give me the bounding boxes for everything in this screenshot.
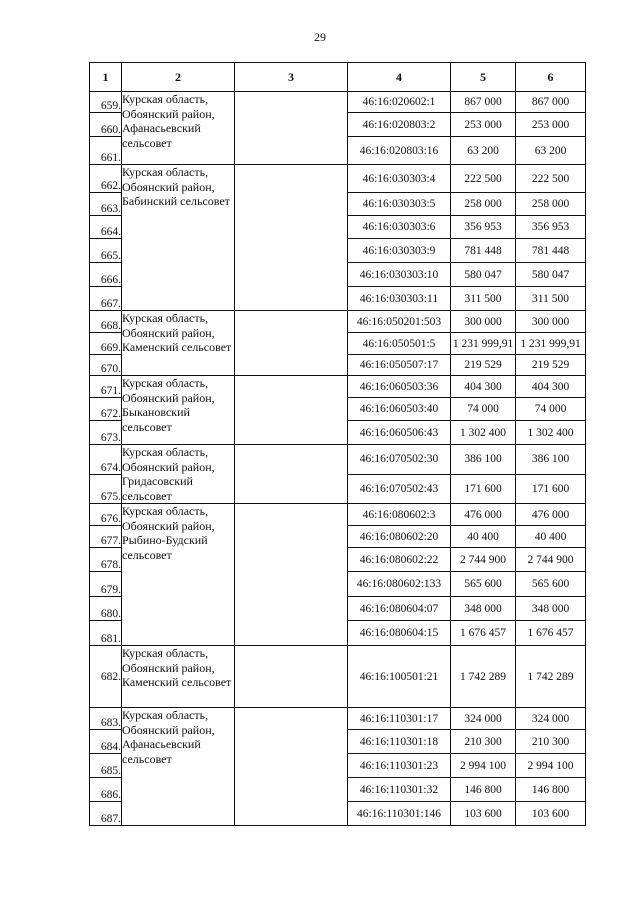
row-number: 671. [90, 376, 122, 398]
row-number: 686. [90, 778, 122, 802]
value-col-6: 565 600 [516, 572, 586, 597]
row-number: 677. [90, 526, 122, 548]
row-number: 666. [90, 263, 122, 287]
empty-col-3 [235, 165, 348, 311]
value-col-5: 300 000 [451, 311, 516, 333]
row-number: 669. [90, 333, 122, 355]
cadastral-number: 46:16:100501:21 [348, 646, 451, 708]
row-number: 659. [90, 92, 122, 113]
value-col-5: 1 676 457 [451, 621, 516, 646]
cadastral-number: 46:16:030303:9 [348, 239, 451, 263]
cadastral-number: 46:16:060506:43 [348, 421, 451, 445]
cadastral-number: 46:16:020602:1 [348, 92, 451, 113]
value-col-6: 324 000 [516, 708, 586, 730]
cadastral-number: 46:16:080602:22 [348, 548, 451, 572]
value-col-6: 300 000 [516, 311, 586, 333]
value-col-5: 2 744 900 [451, 548, 516, 572]
empty-col-3 [235, 311, 348, 376]
value-col-5: 580 047 [451, 263, 516, 287]
row-number: 670. [90, 355, 122, 376]
region-cell: Курская область, Обоянский район, Афанасьевский сельсовет [122, 708, 235, 826]
value-col-6: 781 448 [516, 239, 586, 263]
land-plots-table [89, 62, 586, 826]
value-col-5: 210 300 [451, 730, 516, 754]
header-col-2: 2 [122, 63, 235, 92]
value-col-5: 1 742 289 [451, 646, 516, 708]
value-col-6: 476 000 [516, 504, 586, 526]
row-number: 662. [90, 165, 122, 193]
table-header-row [90, 63, 586, 92]
empty-col-3 [235, 376, 348, 445]
value-col-5: 476 000 [451, 504, 516, 526]
table-row [90, 708, 586, 730]
empty-col-3 [235, 646, 348, 708]
value-col-5: 219 529 [451, 355, 516, 376]
row-number: 687. [90, 802, 122, 826]
cadastral-number: 46:16:110301:23 [348, 754, 451, 778]
row-number: 679. [90, 572, 122, 597]
row-number: 664. [90, 216, 122, 239]
region-cell: Курская область, Обоянский район, Афанасьевский сельсовет [122, 92, 235, 165]
value-col-5: 348 000 [451, 597, 516, 621]
header-col-4: 4 [348, 63, 451, 92]
header-col-6: 6 [516, 63, 586, 92]
cadastral-number: 46:16:030303:10 [348, 263, 451, 287]
value-col-5: 146 800 [451, 778, 516, 802]
value-col-5: 1 302 400 [451, 421, 516, 445]
value-col-6: 311 500 [516, 287, 586, 311]
value-col-6: 222 500 [516, 165, 586, 193]
table-row [90, 92, 586, 113]
cadastral-number: 46:16:080604:15 [348, 621, 451, 646]
row-number: 685. [90, 754, 122, 778]
value-col-6: 2 994 100 [516, 754, 586, 778]
region-cell: Курская область, Обоянский район, Каменский сельсовет [122, 646, 235, 708]
row-number: 660. [90, 113, 122, 137]
value-col-6: 867 000 [516, 92, 586, 113]
value-col-5: 311 500 [451, 287, 516, 311]
value-col-6: 74 000 [516, 398, 586, 421]
value-col-6: 1 676 457 [516, 621, 586, 646]
cadastral-number: 46:16:050507:17 [348, 355, 451, 376]
value-col-5: 74 000 [451, 398, 516, 421]
row-number: 684. [90, 730, 122, 754]
empty-col-3 [235, 445, 348, 504]
value-col-5: 63 200 [451, 137, 516, 165]
table-row [90, 165, 586, 193]
region-cell: Курская область, Обоянский район, Бабинский сельсовет [122, 165, 235, 311]
cadastral-number: 46:16:060503:36 [348, 376, 451, 398]
value-col-5: 324 000 [451, 708, 516, 730]
cadastral-number: 46:16:070502:43 [348, 474, 451, 504]
value-col-6: 348 000 [516, 597, 586, 621]
cadastral-number: 46:16:070502:30 [348, 445, 451, 475]
cadastral-number: 46:16:030303:6 [348, 216, 451, 239]
cadastral-number: 46:16:080602:133 [348, 572, 451, 597]
row-number: 665. [90, 239, 122, 263]
cadastral-number: 46:16:030303:11 [348, 287, 451, 311]
value-col-5: 103 600 [451, 802, 516, 826]
cadastral-number: 46:16:050501:5 [348, 333, 451, 355]
region-cell: Курская область, Обоянский район, Быкановский сельсовет [122, 376, 235, 445]
empty-col-3 [235, 504, 348, 646]
cadastral-number: 46:16:110301:32 [348, 778, 451, 802]
cadastral-number: 46:16:080604:07 [348, 597, 451, 621]
cadastral-number: 46:16:080602:20 [348, 526, 451, 548]
value-col-6: 1 302 400 [516, 421, 586, 445]
value-col-5: 258 000 [451, 193, 516, 216]
header-col-3: 3 [235, 63, 348, 92]
value-col-6: 146 800 [516, 778, 586, 802]
cadastral-number: 46:16:020803:2 [348, 113, 451, 137]
row-number: 661. [90, 137, 122, 165]
value-col-5: 565 600 [451, 572, 516, 597]
cadastral-number: 46:16:050201:503 [348, 311, 451, 333]
value-col-6: 386 100 [516, 445, 586, 475]
value-col-5: 40 400 [451, 526, 516, 548]
region-cell: Курская область, Обоянский район, Каменский сельсовет [122, 311, 235, 376]
empty-col-3 [235, 708, 348, 826]
row-number: 683. [90, 708, 122, 730]
value-col-6: 171 600 [516, 474, 586, 504]
row-number: 668. [90, 311, 122, 333]
empty-col-3 [235, 92, 348, 165]
cadastral-number: 46:16:030303:4 [348, 165, 451, 193]
row-number: 667. [90, 287, 122, 311]
table-row [90, 376, 586, 398]
cadastral-number: 46:16:080602:3 [348, 504, 451, 526]
region-cell: Курская область, Обоянский район, Гридасовский сельсовет [122, 445, 235, 504]
cadastral-number: 46:16:030303:5 [348, 193, 451, 216]
value-col-6: 253 000 [516, 113, 586, 137]
row-number: 663. [90, 193, 122, 216]
row-number: 674. [90, 445, 122, 475]
value-col-6: 40 400 [516, 526, 586, 548]
value-col-6: 219 529 [516, 355, 586, 376]
table-row [90, 646, 586, 708]
cadastral-number: 46:16:020803:16 [348, 137, 451, 165]
row-number: 675. [90, 474, 122, 504]
value-col-5: 1 231 999,91 [451, 333, 516, 355]
table-row [90, 504, 586, 526]
row-number: 680. [90, 597, 122, 621]
value-col-6: 2 744 900 [516, 548, 586, 572]
value-col-6: 404 300 [516, 376, 586, 398]
value-col-5: 171 600 [451, 474, 516, 504]
cadastral-number: 46:16:060503:40 [348, 398, 451, 421]
cadastral-number: 46:16:110301:17 [348, 708, 451, 730]
row-number: 673. [90, 421, 122, 445]
row-number: 676. [90, 504, 122, 526]
page-number: 29 [314, 30, 326, 44]
row-number: 682. [90, 646, 122, 708]
value-col-5: 2 994 100 [451, 754, 516, 778]
value-col-5: 253 000 [451, 113, 516, 137]
value-col-6: 356 953 [516, 216, 586, 239]
value-col-5: 404 300 [451, 376, 516, 398]
value-col-6: 63 200 [516, 137, 586, 165]
value-col-6: 103 600 [516, 802, 586, 826]
table-row [90, 445, 586, 475]
value-col-6: 580 047 [516, 263, 586, 287]
value-col-5: 222 500 [451, 165, 516, 193]
value-col-6: 1 742 289 [516, 646, 586, 708]
row-number: 672. [90, 398, 122, 421]
value-col-5: 356 953 [451, 216, 516, 239]
value-col-6: 210 300 [516, 730, 586, 754]
value-col-5: 867 000 [451, 92, 516, 113]
region-cell: Курская область, Обоянский район, Рыбино-Будский сельсовет [122, 504, 235, 646]
row-number: 681. [90, 621, 122, 646]
value-col-6: 1 231 999,91 [516, 333, 586, 355]
value-col-6: 258 000 [516, 193, 586, 216]
value-col-5: 781 448 [451, 239, 516, 263]
cadastral-number: 46:16:110301:18 [348, 730, 451, 754]
row-number: 678. [90, 548, 122, 572]
table-row [90, 311, 586, 333]
cadastral-number: 46:16:110301:146 [348, 802, 451, 826]
header-col-5: 5 [451, 63, 516, 92]
header-col-1: 1 [90, 63, 122, 92]
value-col-5: 386 100 [451, 445, 516, 475]
